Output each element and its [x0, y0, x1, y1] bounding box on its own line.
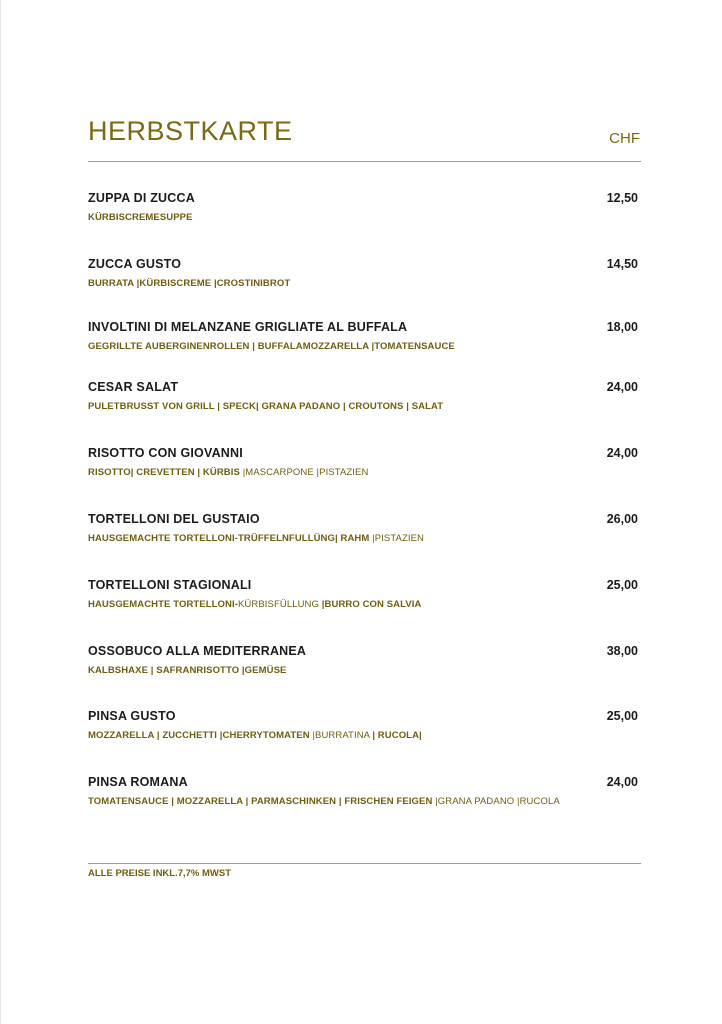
item-name: ZUCCA GUSTO	[88, 257, 182, 271]
item-description	[88, 533, 424, 544]
item-price: 12,50	[606, 191, 638, 205]
item-description	[88, 341, 455, 352]
item-description	[88, 730, 422, 741]
item-description-extra: |GRANA PADANO |RUCOLA	[435, 796, 560, 807]
item-description	[88, 599, 421, 610]
item-description-extra: |PISTAZIEN	[372, 533, 424, 544]
item-name: PINSA ROMANA	[88, 775, 188, 789]
item-description-tail: |BURRO CON SALVIA	[321, 599, 422, 610]
footer-divider	[88, 863, 641, 864]
item-description-main: GEGRILLTE AUBERGINENROLLEN | BUFFALAMOZZARELLA |TOMATENSAUCE	[88, 341, 455, 352]
item-name: OSSOBUCO ALLA MEDITERRANEA	[88, 644, 307, 658]
item-name: PINSA GUSTO	[88, 709, 176, 723]
item-description	[88, 796, 560, 807]
item-description-extra: KÜRBISFÜLLUNG	[238, 599, 322, 610]
item-price: 38,00	[606, 644, 638, 658]
item-name: TORTELLONI DEL GUSTAIO	[88, 512, 260, 526]
item-description	[88, 665, 286, 676]
item-description-main: PULETBRUSST VON GRILL | SPECK| GRANA PADANO | CROUTONS | SALAT	[88, 401, 444, 412]
item-description-main: MOZZARELLA | ZUCCHETTI |CHERRYTOMATEN	[88, 730, 313, 741]
item-description-main: TOMATENSAUCE | MOZZARELLA | PARMASCHINKEN | FRISCHEN FEIGEN	[88, 796, 436, 807]
item-price: 24,00	[606, 775, 638, 789]
item-description	[88, 278, 290, 289]
item-description-main: KÜRBISCREMESUPPE	[88, 212, 193, 223]
item-description-main: BURRATA |KÜRBISCREME |CROSTINIBROT	[88, 278, 291, 289]
page-title: HERBSTKARTE	[88, 116, 293, 146]
currency-label: CHF	[609, 130, 640, 147]
item-price: 18,00	[606, 320, 638, 334]
item-name: TORTELLONI STAGIONALI	[88, 578, 252, 592]
item-description	[88, 401, 443, 412]
item-description-extra: |MASCARPONE |PISTAZIEN	[242, 467, 369, 478]
item-name: ZUPPA DI ZUCCA	[88, 191, 195, 205]
item-name: INVOLTINI DI MELANZANE GRIGLIATE AL BUFFALA	[88, 320, 408, 334]
page-edge	[0, 0, 1, 1024]
item-description-main: KALBSHAXE | SAFRANRISOTTO |GEMÜSE	[88, 665, 287, 676]
item-description-main: HAUSGEMACHTE TORTELLONI-	[88, 599, 238, 610]
item-description-tail: | RUCOLA|	[372, 730, 422, 741]
item-description	[88, 467, 368, 478]
item-price: 25,00	[606, 709, 638, 723]
item-price: 14,50	[606, 257, 638, 271]
vat-note: ALLE PREISE INKL.7,7% MWST	[88, 868, 232, 879]
item-price: 26,00	[606, 512, 638, 526]
item-price: 24,00	[606, 380, 638, 394]
menu-header	[88, 116, 640, 156]
item-description-main: HAUSGEMACHTE TORTELLONI-TRÜFFELNFULLÜNG| RAHM	[88, 533, 373, 544]
item-description-main: RISOTTO| CREVETTEN | KÜRBIS	[88, 467, 243, 478]
item-description-extra: |BURRATINA	[312, 730, 373, 741]
item-name: RISOTTO CON GIOVANNI	[88, 446, 243, 460]
item-name: CESAR SALAT	[88, 380, 179, 394]
header-divider	[88, 161, 641, 162]
item-price: 25,00	[606, 578, 638, 592]
item-price: 24,00	[606, 446, 638, 460]
item-description	[88, 212, 193, 223]
